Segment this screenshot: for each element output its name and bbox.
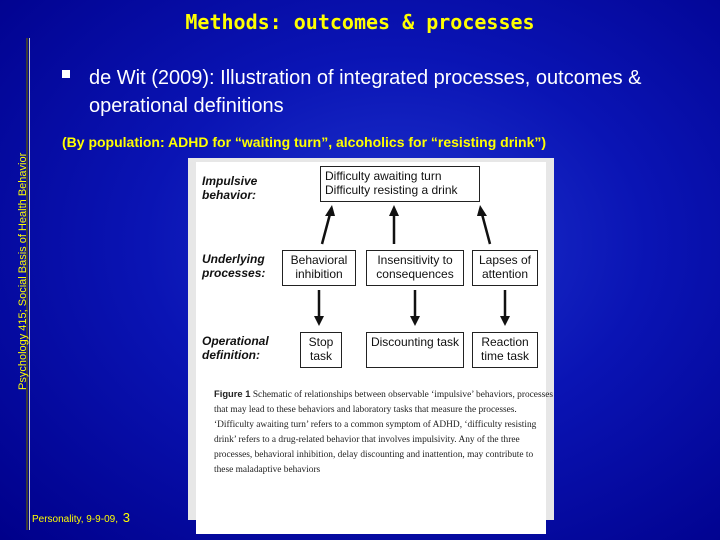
behavior-box: Difficulty awaiting turn Difficulty resisting a drink [320,166,480,202]
process-box-attention: Lapses of attention [472,250,538,286]
figure-image [188,158,554,520]
caption-label: Figure 1 [214,388,251,399]
task-box-reaction: Reaction time task [472,332,538,368]
slide-title: Methods: outcomes & processes [185,10,535,34]
side-rule-highlight [29,38,30,530]
process-box-inhibition: Behavioral inhibition [282,250,356,286]
figure-panel [196,162,554,534]
row-label-impulsive: Impulsive behavior: [202,174,258,202]
row-label-underlying: Underlying processes: [202,252,266,280]
arrows-to-behavior [196,202,546,248]
page-number: 3 [122,510,130,525]
bullet-text: de Wit (2009): Illustration of integrated processes, outcomes & operational definitions [89,67,642,117]
caption-text: Schematic of relationships between observable ‘impulsive’ behaviors, processes that may lead to these behaviors and laboratory tasks that measure the processes. ‘Difficulty awaiting turn’ refers to a common symptom of ADHD, ‘difficulty resisting drink’ refers to a drug-related behavior that involves impulsivity. Any of the three processes, behavioral inhibition, delay discounting and inattention, may contribute to these maladaptive behaviors [214,390,554,475]
task-box-stop: Stop task [300,332,342,368]
row-label-operational: Operational definition: [202,334,269,362]
course-side-label: Psychology 415; Social Basis of Health Behavior [17,152,29,390]
figure-caption [214,386,554,478]
footer-text: Personality, 9-9-09, [32,514,118,525]
footer [32,510,130,525]
process-box-insensitivity: Insensitivity to consequences [366,250,464,286]
square-bullet-icon [62,70,70,78]
arrows-to-tasks [196,288,546,330]
task-box-discounting: Discounting task [366,332,464,368]
population-note: (By population: ADHD for “waiting turn”, alcoholics for “resisting drink”) [62,134,547,150]
